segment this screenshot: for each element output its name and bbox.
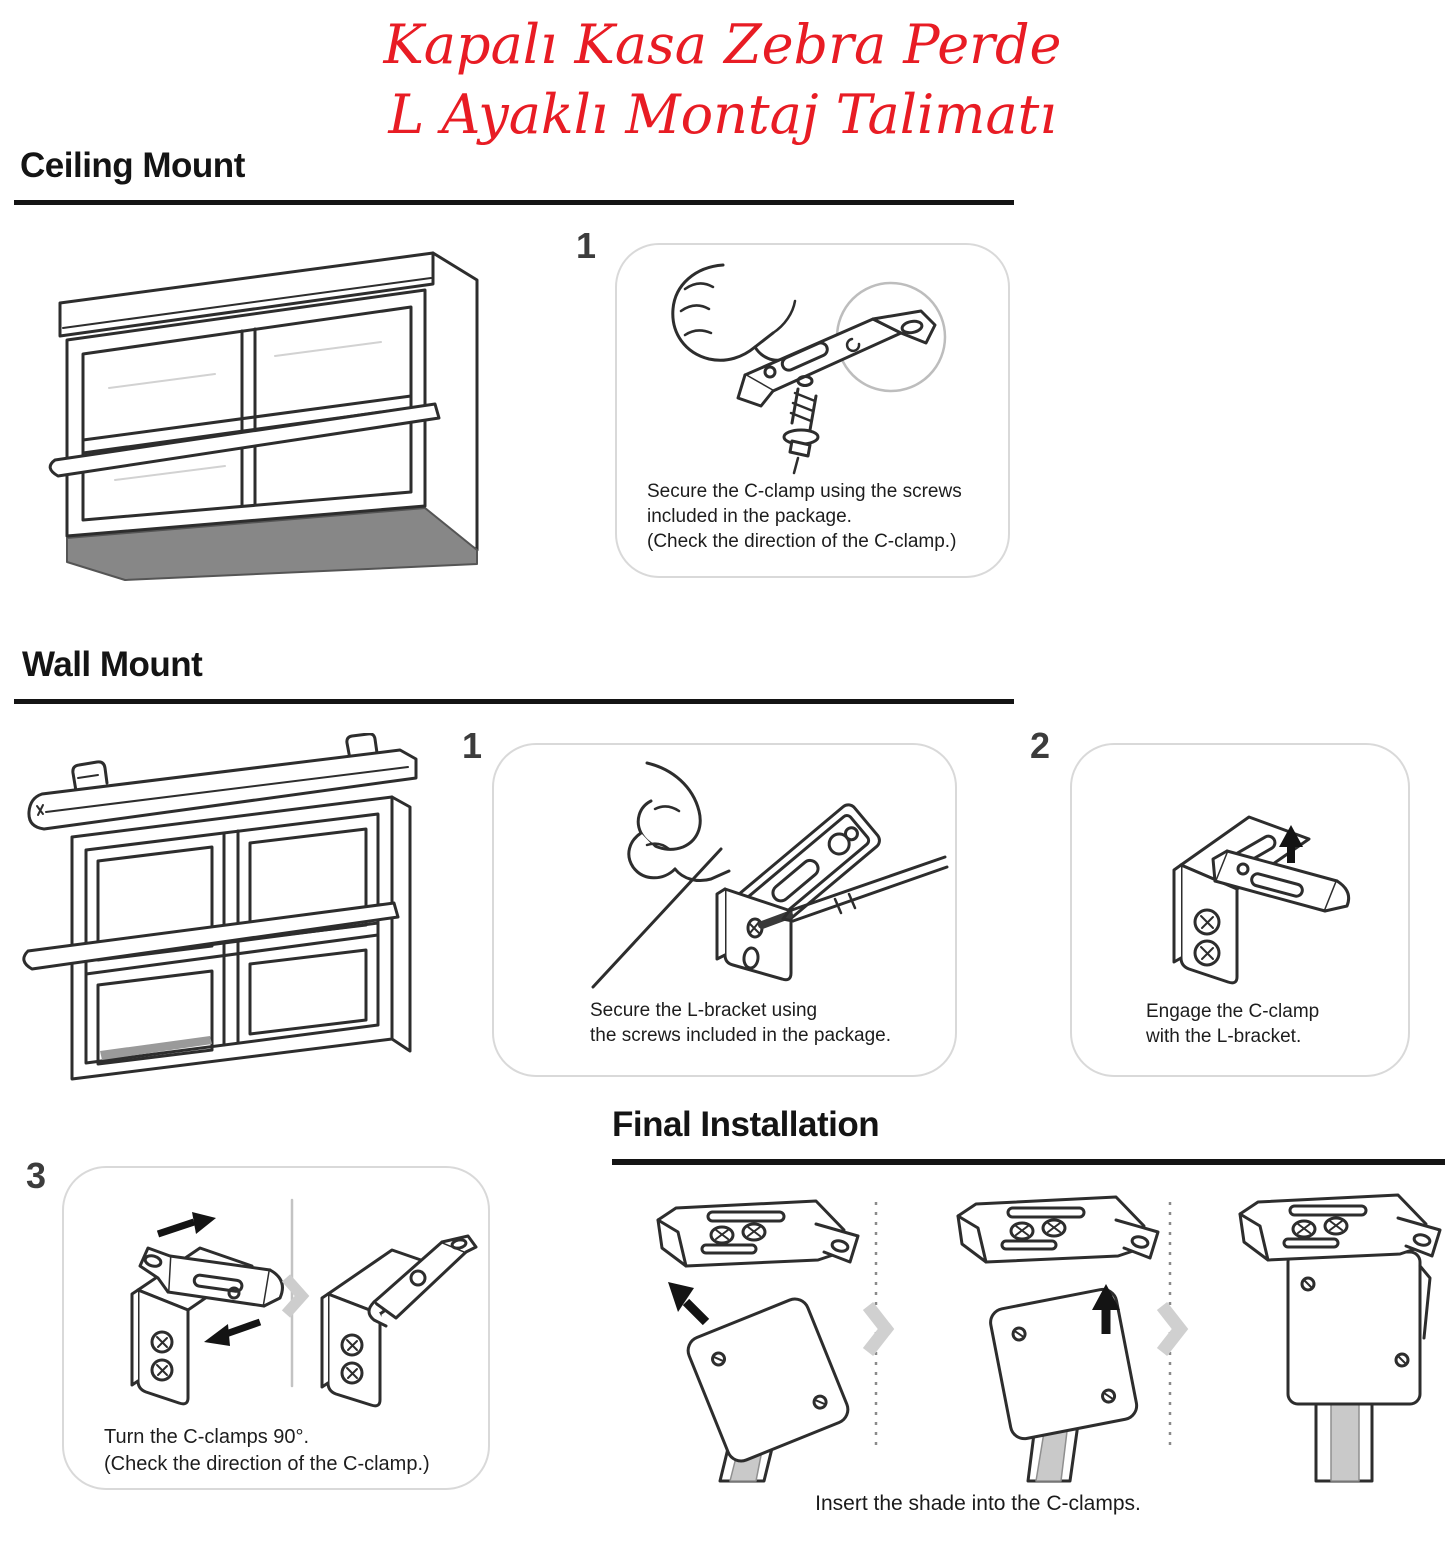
title-line-2: L Ayaklı Montaj Talimatı [388, 83, 1057, 147]
wall-step-1-caption [590, 998, 955, 1048]
ceiling-step-1-caption [647, 479, 1008, 554]
caption-line: the screws included in the package. [590, 1025, 892, 1046]
caption-line: with the L-bracket. [1146, 1026, 1302, 1047]
hand-securing-l-bracket-illustration [497, 753, 952, 990]
final-step-3-box [62, 1166, 490, 1490]
ceiling-step-1-number: 1 [576, 225, 597, 266]
caption-line: Turn the C-clamps 90°. [104, 1426, 310, 1448]
wall-section-rule [14, 699, 1014, 704]
ceiling-step-1-box [615, 243, 1010, 578]
wall-step-1-box [492, 743, 957, 1077]
caption-line: Engage the C-clamp [1146, 1001, 1320, 1022]
window-wall-mounted-shade-illustration [12, 733, 460, 1111]
window-ceiling-mounted-shade-illustration [25, 228, 530, 583]
caption-line: (Check the direction of the C-clamp.) [647, 531, 957, 552]
wall-mount-heading: Wall Mount [22, 645, 203, 684]
final-step-3-caption [104, 1424, 488, 1478]
document-title [0, 10, 1445, 150]
caption-line: Secure the C-clamp using the screws [647, 481, 962, 502]
final-installation-heading: Final Installation [612, 1105, 880, 1144]
wall-step-1-number: 1 [462, 725, 483, 766]
caption-line: included in the package. [647, 506, 852, 527]
final-step-3-number: 3 [26, 1155, 47, 1196]
caption-line: Secure the L-bracket using [590, 1000, 818, 1021]
shade-insertion-sequence-illustration [618, 1188, 1443, 1483]
c-clamp-rotation-sequence-illustration [74, 1190, 478, 1418]
wall-step-2-caption [1146, 999, 1408, 1049]
wall-step-2-number: 2 [1030, 725, 1051, 766]
wall-step-2-box [1070, 743, 1410, 1077]
c-clamp-engaging-l-bracket-illustration [1085, 759, 1395, 991]
final-section-rule [612, 1159, 1445, 1165]
final-installation-caption: Insert the shade into the C-clamps. [815, 1492, 1141, 1515]
ceiling-section-rule [14, 200, 1014, 205]
ceiling-mount-heading: Ceiling Mount [20, 146, 245, 185]
title-line-1: Kapalı Kasa Zebra Perde [383, 13, 1062, 76]
caption-line: (Check the direction of the C-clamp.) [104, 1453, 430, 1475]
hand-securing-c-clamp-illustration [633, 257, 993, 475]
